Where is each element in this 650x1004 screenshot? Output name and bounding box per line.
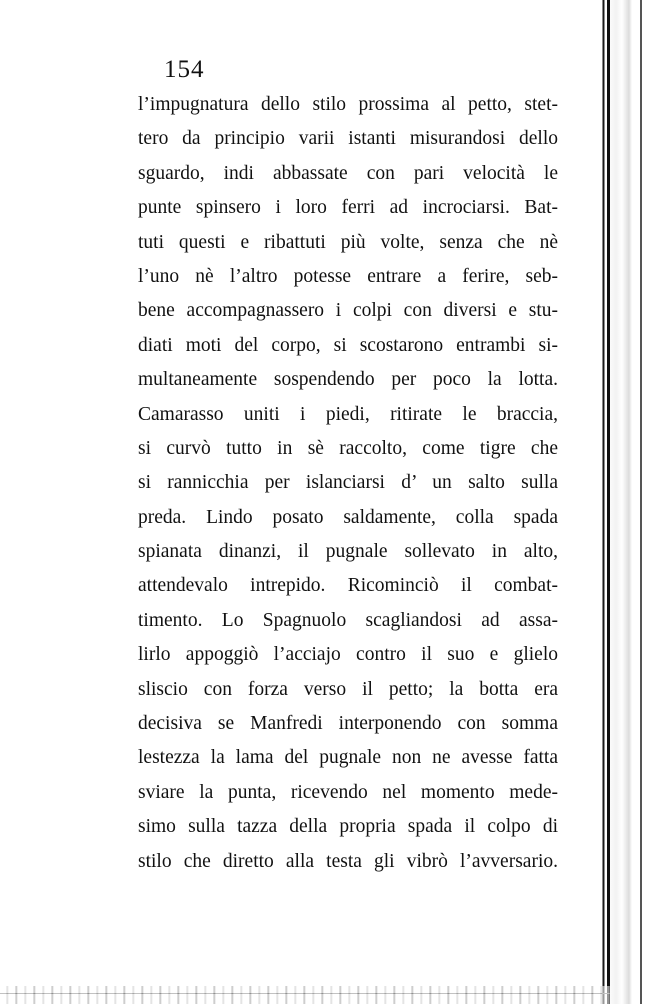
text-line: decisiva se Manfredi interponendo con somma — [138, 713, 558, 735]
text-line: sliscio con forza verso il petto; la botta era — [138, 678, 558, 700]
bottom-deckle — [0, 986, 610, 1004]
text-line: tuti questi e ribattuti più volte, senza che nè — [138, 231, 558, 253]
text-line: simo sulla tazza della propria spada il colpo di — [138, 816, 558, 838]
text-line: sviare la punta, ricevendo nel momento mede- — [138, 781, 558, 803]
body-text — [138, 88, 558, 879]
text-line: l’uno nè l’altro potesse entrare a ferire, seb- — [138, 265, 558, 287]
text-line: spianata dinanzi, il pugnale sollevato in alto, — [138, 541, 558, 563]
text-line: lestezza la lama del pugnale non ne avesse fatta — [138, 747, 558, 769]
text-line: attendevalo intrepido. Ricominciò il combat- — [138, 575, 558, 597]
text-line: Camarasso uniti i piedi, ritirate le braccia, — [138, 403, 558, 425]
page-edge-line — [640, 0, 642, 1004]
page-number: 154 — [164, 56, 205, 83]
text-line: tero da principio varii istanti misurandosi dello — [138, 128, 558, 150]
text-line: preda. Lindo posato saldamente, colla spada — [138, 506, 558, 528]
text-line: multaneamente sospendendo per poco la lotta. — [138, 369, 558, 391]
text-line: lirlo appoggiò l’acciajo contro il suo e glielo — [138, 644, 558, 666]
text-line: si rannicchia per islanciarsi d’ un salto sulla — [138, 472, 558, 494]
text-line: diati moti del corpo, si scostarono entrambi si- — [138, 334, 558, 356]
text-line: l’impugnatura dello stilo prossima al petto, stet- — [138, 94, 558, 115]
text-line: si curvò tutto in sè raccolto, come tigre che — [138, 437, 558, 459]
text-line: stilo che diretto alla testa gli vibrò l’avversario. — [138, 850, 558, 872]
text-line: timento. Lo Spagnuolo scagliandosi ad assa- — [138, 609, 558, 631]
text-line: bene accompagnassero i colpi con diversi e stu- — [138, 300, 558, 322]
text-line: punte spinsero i loro ferri ad incrociarsi. Bat- — [138, 197, 558, 219]
text-line: sguardo, indi abbassate con pari velocità le — [138, 162, 558, 184]
binding-shadow-line — [607, 0, 610, 1004]
